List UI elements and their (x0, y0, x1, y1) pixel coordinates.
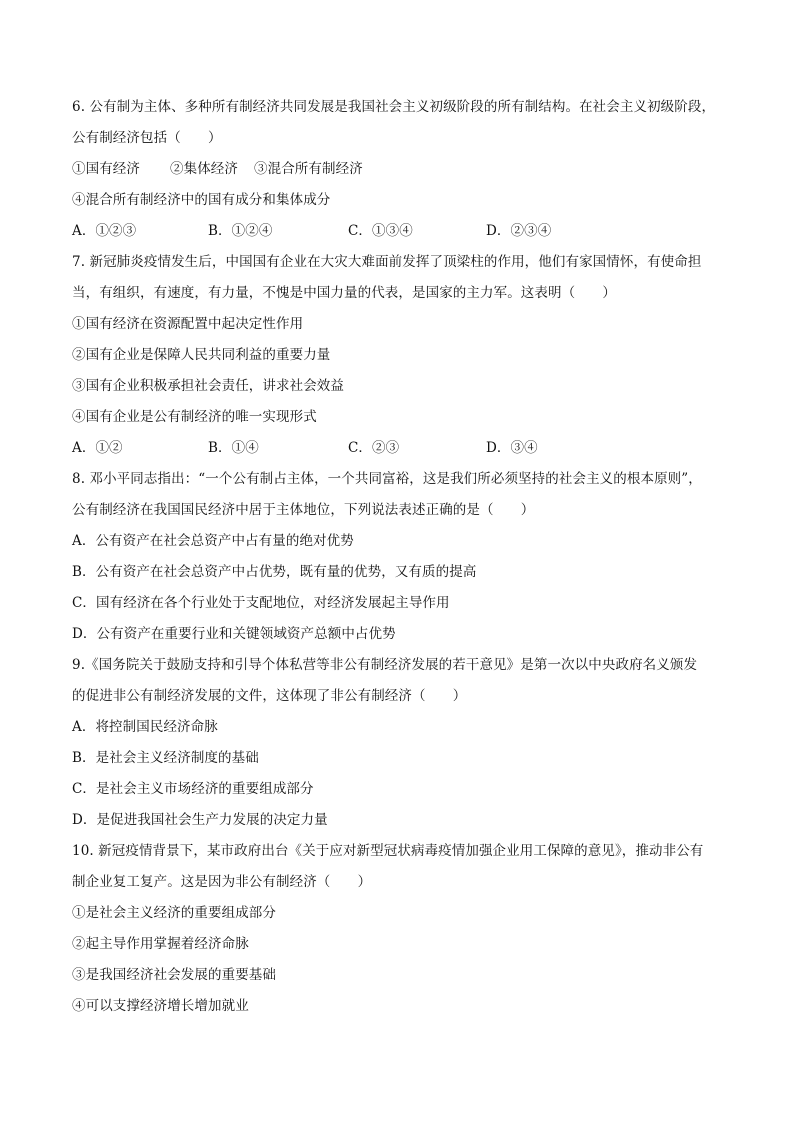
question-8-option-d: D．公有资产在重要行业和关键领域资产总额中占优势 (72, 626, 396, 642)
question-6 (72, 97, 732, 252)
question-8-stem-line-1: 8. 邓小平同志指出：“一个公有制占主体，一个共同富裕，这是我们所必须坚持的社会主义的根本原则”， (72, 471, 702, 487)
question-9 (72, 655, 732, 841)
question-7-item-4: ④国有企业是公有制经济的唯一实现形式 (72, 409, 317, 425)
question-6-item-2: ②集体经济 (170, 161, 238, 177)
question-7-choice-d: D．③④ (486, 440, 538, 456)
question-7-choices (72, 438, 732, 469)
question-9-option-c: C．是社会主义市场经济的重要组成部分 (72, 781, 314, 797)
question-9-option-d: D．是促进我国社会生产力发展的决定力量 (72, 812, 328, 828)
question-6-choice-b: B．①②④ (208, 223, 273, 239)
question-8-option-c: C．国有经济在各个行业处于支配地位，对经济发展起主导作用 (72, 595, 450, 611)
question-6-item-1: ①国有经济 (72, 161, 140, 177)
question-6-item-4: ④混合所有制经济中的国有成分和集体成分 (72, 192, 331, 208)
question-7 (72, 252, 732, 469)
question-6-choice-d: D．②③④ (486, 223, 552, 239)
question-7-stem-line-1: 7. 新冠肺炎疫情发生后，中国国有企业在大灾大难面前发挥了顶梁柱的作用，他们有家国情怀，有使命担 (72, 254, 702, 270)
question-6-choices (72, 221, 732, 252)
question-list (72, 97, 732, 1027)
question-7-item-2: ②国有企业是保障人民共同利益的重要力量 (72, 347, 331, 363)
question-10-stem-line-2: 制企业复工复产。这是因为非公有制经济（ ） (72, 874, 372, 890)
question-9-option-a: A．将控制国民经济命脉 (72, 719, 218, 735)
question-7-item-1: ①国有经济在资源配置中起决定性作用 (72, 316, 304, 332)
question-8 (72, 469, 732, 655)
question-7-choice-a: A．①② (72, 440, 123, 456)
question-6-inline-items (72, 159, 732, 190)
question-8-option-a: A．公有资产在社会总资产中占有量的绝对优势 (72, 533, 354, 549)
question-10-item-3: ③是我国经济社会发展的重要基础 (72, 967, 276, 983)
question-10-item-2: ②起主导作用掌握着经济命脉 (72, 936, 249, 952)
question-7-choice-c: C．②③ (348, 440, 400, 456)
question-10-stem-line-1: 10. 新冠疫情背景下，某市政府出台《关于应对新型冠状病毒疫情加强企业用工保障的意见》，推动非公有 (72, 843, 704, 859)
question-8-stem-line-2: 公有制经济在我国国民经济中居于主体地位，下列说法表述正确的是（ ） (72, 502, 535, 518)
question-10 (72, 841, 732, 1027)
question-6-stem-line-1: 6. 公有制为主体、多种所有制经济共同发展是我国社会主义初级阶段的所有制结构。在社会主义初级阶段， (72, 99, 716, 115)
question-6-choice-a: A．①②③ (72, 223, 137, 239)
question-6-choice-c: C．①③④ (348, 223, 413, 239)
question-6-stem-line-2: 公有制经济包括（ ） (72, 130, 222, 146)
question-7-choice-b: B．①④ (208, 440, 259, 456)
question-7-item-3: ③国有企业积极承担社会责任，讲求社会效益 (72, 378, 344, 394)
question-9-stem-line-2: 的促进非公有制经济发展的文件，这体现了非公有制经济（ ） (72, 688, 467, 704)
question-8-option-b: B．公有资产在社会总资产中占优势，既有量的优势，又有质的提高 (72, 564, 477, 580)
question-9-option-b: B．是社会主义经济制度的基础 (72, 750, 259, 766)
question-10-item-1: ①是社会主义经济的重要组成部分 (72, 905, 276, 921)
question-6-item-3: ③混合所有制经济 (254, 161, 363, 177)
question-9-stem-line-1: 9.《国务院关于鼓励支持和引导个体私营等非公有制经济发展的若干意见》是第一次以中央政府名义颁发 (72, 657, 698, 673)
question-10-item-4: ④可以支撑经济增长增加就业 (72, 998, 249, 1014)
question-7-stem-line-2: 当，有组织，有速度，有力量，不愧是中国力量的代表，是国家的主力军。这表明（ ） (72, 285, 616, 301)
